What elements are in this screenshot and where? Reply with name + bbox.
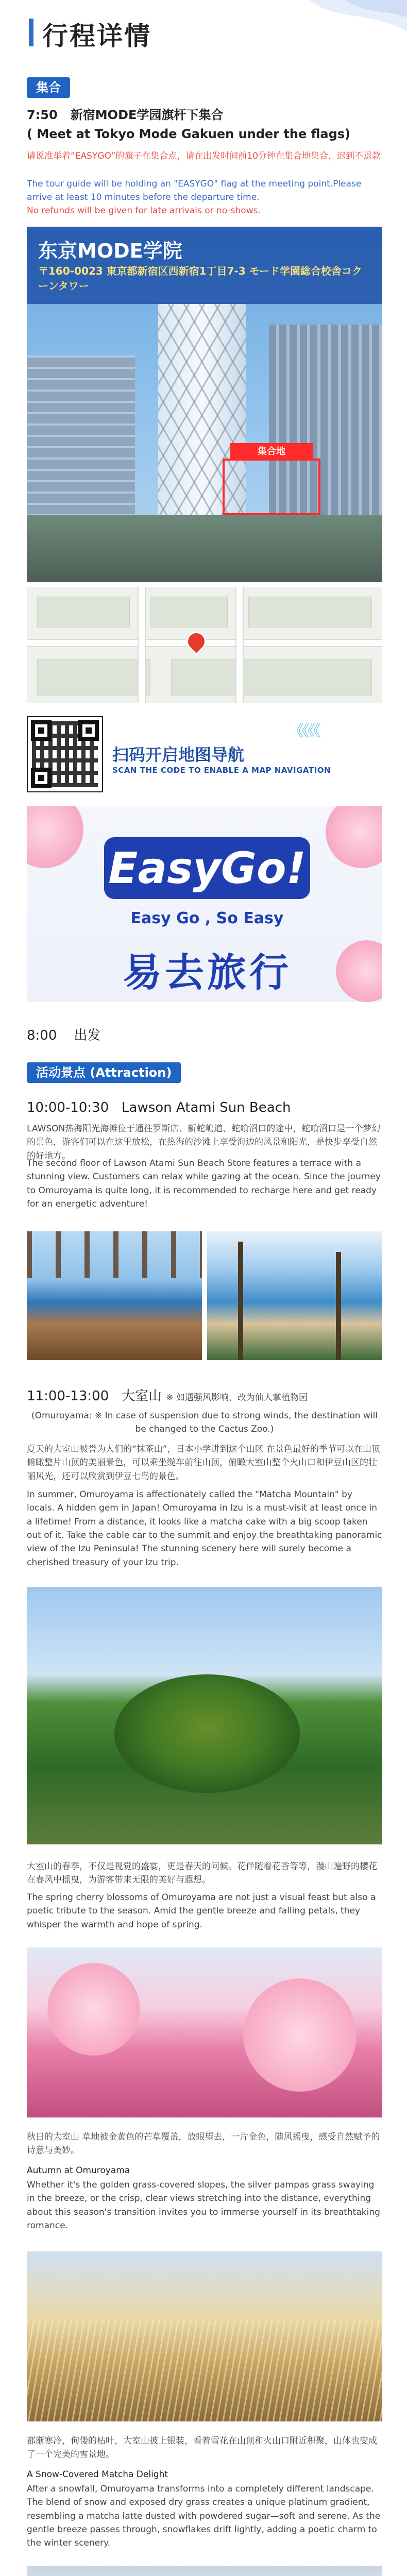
cherry-blossom-icon — [27, 806, 83, 868]
map-block — [37, 659, 150, 696]
meeting-note-refund: No refunds will be given for late arrivals or no-shows. — [27, 206, 261, 216]
street-level — [27, 515, 382, 582]
atami-desc-en: The second floor of Lawson Atami Sun Beach Store features a terrace with a stunning view. Customers can relax while gazing at the ocean. Since the journey to Omuroyama is quite long, it is recommended to recharge here and get ready for an energetic adventure! — [27, 1158, 381, 1210]
meeting-point-photo — [27, 227, 382, 582]
atami-time: 10:00-10:30 — [27, 1100, 109, 1115]
pier-beams — [27, 1231, 202, 1278]
omuro-title-note: ※ 如遇强风影响，改为仙人掌植物园 — [166, 1393, 308, 1403]
cherry-blossom-icon — [336, 940, 382, 1002]
meeting-title — [27, 106, 382, 125]
map-block — [248, 597, 372, 628]
map-qr-code[interactable] — [27, 716, 103, 792]
map-block — [150, 597, 228, 628]
omuro-autumn-photo — [27, 2251, 382, 2421]
photo-caption-band — [27, 227, 382, 304]
title-accent-bar — [29, 19, 33, 46]
attraction-tag: 活动景点 (Attraction) — [27, 1062, 181, 1083]
cherry-blossom-icon — [47, 1963, 140, 2056]
omuro-summer-photo — [27, 1587, 382, 1844]
brand-banner — [27, 806, 382, 1002]
omuro-winter-photo — [27, 2566, 382, 2576]
photo-location-name: 东京MODE学院 — [38, 240, 182, 262]
palm-tree — [238, 1242, 243, 1360]
omuro-winter-en: After a snowfall, Omuroyama transforms into a completely different landscape. The blend of snow and exposed dry grass creates a unique platinum gradient, resembling a matcha latte dusted with powdered sugar—soft and serene. As the gentle breeze passes through, snowflakes drift lightly, adding a poetic charm to the winter scenery. — [27, 2484, 381, 2549]
meeting-note-en: The tour guide will be holding an "EASYGO" flag at the meeting point.Please arrive at least 10 minutes before the departure time. — [27, 179, 362, 203]
omuro-title: 大室山 — [122, 1388, 162, 1404]
qr-finder — [31, 768, 52, 788]
departure-line — [27, 1025, 382, 1046]
scan-title: 扫码开启地图导航 — [112, 745, 245, 765]
map-block — [171, 659, 372, 696]
atami-heading — [27, 1097, 382, 1118]
brand-tagline: Easy Go , So Easy — [130, 909, 284, 927]
omuro-autumn-cn: 秋日的大室山 草地被金黄色的芒草覆盖，放眼望去，一片金色，随风摇曳，感受自然赋予的诗意与美妙。 — [27, 2132, 380, 2156]
meeting-title-en: ( Meet at Tokyo Mode Gakuen under the flags) — [27, 127, 351, 141]
omuro-winter-head: A Snow-Covered Matcha Delight — [27, 2469, 168, 2480]
meeting-title-cn: 新宿MODE学园旗杆下集合 — [70, 108, 224, 122]
brand-logo: EasyGo! — [108, 843, 306, 893]
omuro-time: 11:00-13:00 — [27, 1388, 109, 1404]
photo-location-address: 〒160-0023 東京都新宿区西新宿1丁目7-3 モード学園総合校舎コクーンタワー — [38, 265, 362, 292]
omuro-spring-cn: 大室山的春季，不仅是视觉的盛宴，更是春天的问候。花伴随着花香等等，漫山遍野的樱花在春风中摇曳，为游客带来无限的美好与遐想。 — [27, 1861, 377, 1886]
omuro-spring-photo — [27, 1947, 382, 2117]
omuro-spring-en: The spring cherry blossoms of Omuroyama are not just a visual feast but also a poetic tribute to the season. Amid the gentle breeze and falling petals, they whisper the warmth and hope of spring. — [27, 1892, 376, 1930]
meeting-spot-marker — [223, 459, 320, 515]
meeting-tag: 集合 — [27, 77, 70, 98]
wave-decoration-icon — [289, 0, 407, 67]
meeting-spot-label: 集合地 — [230, 443, 313, 461]
map-block — [37, 597, 130, 628]
map-pin-icon — [182, 628, 210, 655]
departure-label: 出发 — [74, 1028, 101, 1043]
chevron-left-icon: 《《《《 — [289, 722, 319, 740]
pampas-grass — [27, 2319, 382, 2421]
departure-time: 8:00 — [27, 1028, 57, 1043]
omuro-note-en: (Omuroyama: ※ In case of suspension due to strong winds, the destination will be changed to the Cactus Zoo.) — [31, 1411, 378, 1435]
omuro-winter-cn: 都渐寒冷，佝偻的枯叶，大室山披上银装，看着雪花在山顶和火山口附近积聚，山体也变成了一个完美的雪景地。 — [27, 2436, 377, 2460]
map-road — [235, 587, 244, 703]
atami-title: Lawson Atami Sun Beach — [122, 1100, 291, 1115]
meeting-map[interactable] — [27, 587, 382, 703]
omuro-desc-en: In summer, Omuroyama is affectionately called the "Matcha Mountain" by locals. A hidden gem in Japan! Omuroyama in Izu is a must-visit at least once in a lifetime! From a distance, it looks like a matcha cake with a big scoop taken out of it. Take the cable car to the summit and enjoy the breathtaking panoramic view of the Izu Peninsula! The stunning scenery here will surely become a cherished treasury of your Izu trip. — [27, 1489, 382, 1568]
omuro-heading — [27, 1386, 382, 1406]
atami-desc-cn: LAWSON热海阳光海滩位于通往罗斯店、新蛇嶋道、蛇喰沼口的途中，蛇喰沼口是一个梦幻的景色，游客们可以在这里放松，在热海的沙滩上享受海边的风景和阳光，是快步享受自然的好地方。 — [27, 1124, 381, 1161]
atami-beach-photo — [207, 1231, 382, 1360]
meeting-time: 7:50 — [27, 108, 58, 122]
omuro-autumn-head: Autumn at Omuroyama — [27, 2165, 130, 2176]
qr-finder — [78, 720, 99, 741]
cherry-blossom-icon — [243, 1978, 357, 2092]
omuro-autumn-en: Whether it's the golden grass-covered slopes, the silver pampas grass swaying in the breeze, or the crisp, clear views stretching into the distance, everything about this season's transition invites you to immerse yourself in its breathtaking romance. — [27, 2180, 380, 2231]
palm-tree — [336, 1252, 341, 1360]
meeting-note-cn: 请说准举着“EASYGO”的旗子在集合点，请在出发时间前10分钟在集合地集合，迟到不退款 — [27, 151, 381, 161]
brand-name-cn: 易去旅行 — [123, 950, 292, 995]
qr-finder — [31, 720, 52, 741]
atami-pier-photo — [27, 1231, 202, 1360]
omuro-desc-cn: 夏天的大室山被誉为人们的“抹茶山”，日本小学讲到这个山区 在景色最好的季节可以在山顶俯瞰整片山顶的美丽景色，可以乘坐缆车前往山顶，俯瞰大室山整个火山口和伊豆山区的壮丽风光，还可以欣赏到伊豆七岛的景色。 — [27, 1444, 381, 1482]
map-road — [138, 587, 146, 703]
omuro-crater — [114, 1674, 300, 1793]
scan-subtitle: SCAN THE CODE TO ENABLE A MAP NAVIGATION — [112, 766, 331, 775]
cherry-blossom-icon — [326, 806, 382, 868]
page-header — [0, 0, 407, 77]
page-title: 行程详情 — [42, 21, 151, 51]
